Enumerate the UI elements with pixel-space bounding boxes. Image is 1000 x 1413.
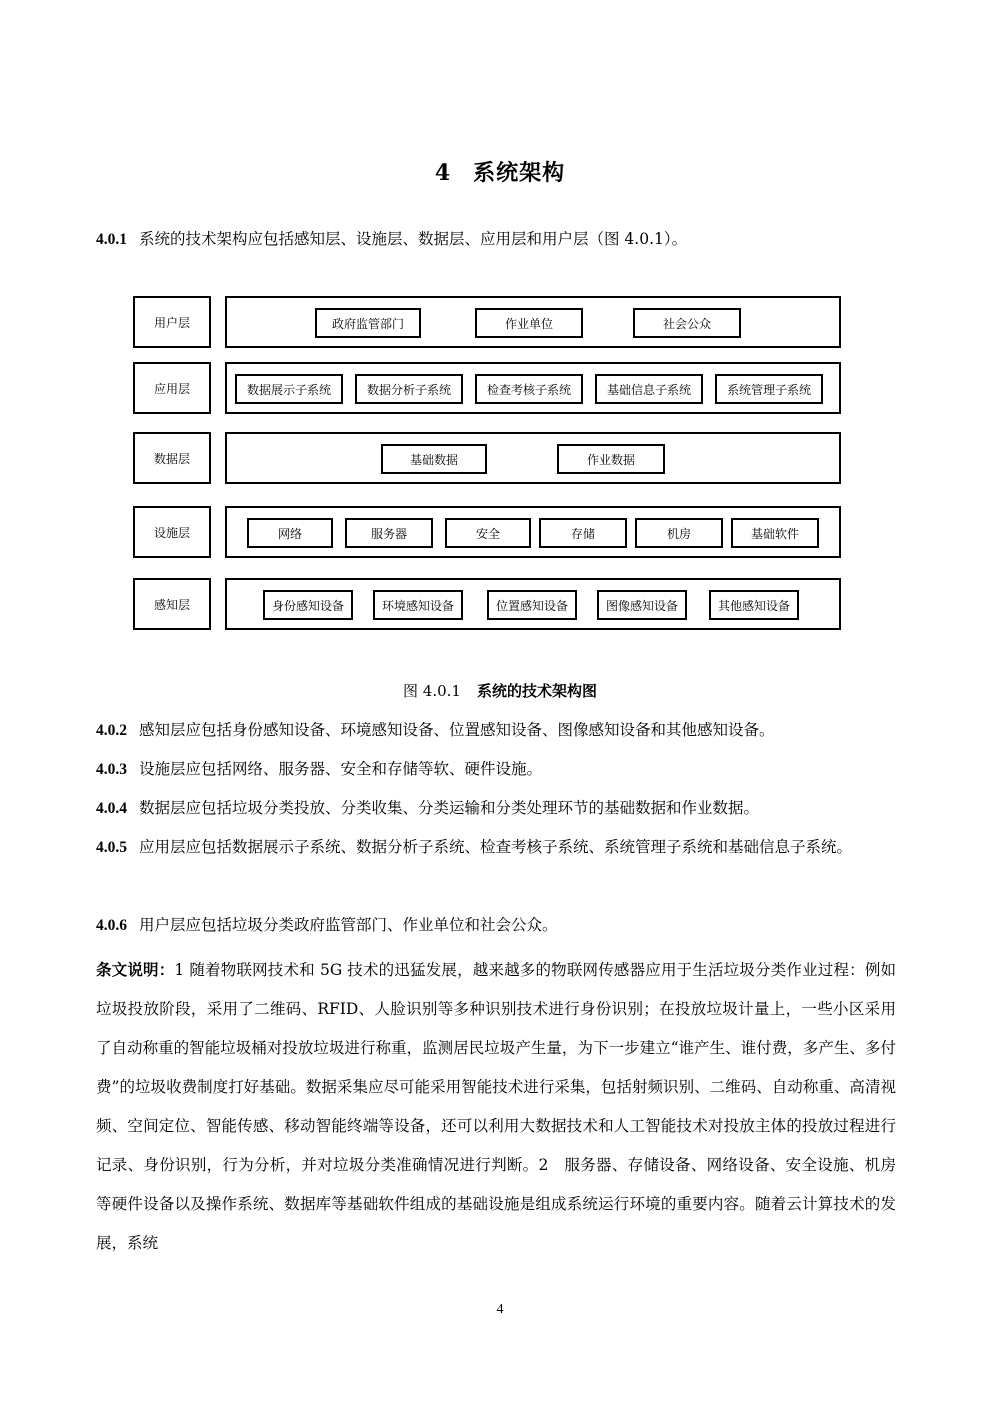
diagram-item: 基础数据 xyxy=(381,444,487,474)
clause-4-0-6 xyxy=(96,906,908,945)
diagram-item: 社会公众 xyxy=(633,308,741,338)
layer-box-app xyxy=(225,362,841,414)
diagram-item: 环境感知设备 xyxy=(373,590,463,620)
explanation-label: 条文说明： xyxy=(96,960,175,979)
clause-text: 系统的技术架构应包括感知层、设施层、数据层、应用层和用户层（图 4.0.1）。 xyxy=(139,230,688,248)
clause-4-0-3 xyxy=(96,750,908,789)
diagram-item: 作业单位 xyxy=(475,308,583,338)
clause-text: 数据层应包括垃圾分类投放、分类收集、分类运输和分类处理环节的基础数据和作业数据。 xyxy=(139,799,760,817)
clause-number: 4.0.5 xyxy=(96,839,127,856)
diagram-item: 基础信息子系统 xyxy=(595,374,703,404)
clause-number: 4.0.4 xyxy=(96,800,127,817)
clause-number: 4.0.6 xyxy=(96,917,127,934)
explanation-text: 1 随着物联网技术和 5G 技术的迅猛发展，越来越多的物联网传感器应用于生活垃圾分类作业过程：例如垃圾投放阶段，采用了二维码、RFID、人脸识别等多种识别技术进行身份识别；在投放垃圾计量上，一些小区采用了自动称重的智能垃圾桶对投放垃圾进行称重，监测居民垃圾产生量，为下一步建立“谁产生、谁付费，多产生、多付费”的垃圾收费制度打好基础。数据采集应尽可能采用智能技术进行采集，包括射频识别、二维码、自动称重、高清视频、空间定位、智能传感、移动智能终端等设备，还可以利用大数据技术和人工智能技术对投放主体的投放过程进行记录、身份识别，行为分析，并对垃圾分类准确情况进行判断。2 服务器、存储设备、网络设备、安全设施、机房等硬件设备以及操作系统、数据库等基础软件组成的基础设施是组成系统运行环境的重要内容。随着云计算技术的发展，系统 xyxy=(96,961,896,1252)
diagram-item: 安全 xyxy=(445,518,531,548)
clause-explanation xyxy=(96,950,896,1263)
architecture-diagram xyxy=(133,294,843,636)
diagram-item: 系统管理子系统 xyxy=(715,374,823,404)
clause-4-0-2 xyxy=(96,711,908,750)
clause-text: 应用层应包括数据展示子系统、数据分析子系统、检查考核子系统、系统管理子系统和基础信息子系统。 xyxy=(139,838,853,856)
figure-caption xyxy=(0,680,1000,701)
layer-box-user xyxy=(225,296,841,348)
chapter-number: 4 xyxy=(434,160,452,186)
clause-4-0-4 xyxy=(96,789,908,828)
layer-label-app: 应用层 xyxy=(133,362,211,414)
layer-box-sensing xyxy=(225,578,841,630)
layer-label-data: 数据层 xyxy=(133,432,211,484)
diagram-item: 数据展示子系统 xyxy=(235,374,343,404)
figure-title: 系统的技术架构图 xyxy=(476,682,597,700)
diagram-item: 机房 xyxy=(635,518,723,548)
diagram-item: 服务器 xyxy=(345,518,433,548)
page-number: 4 xyxy=(496,1302,504,1317)
clause-text: 感知层应包括身份感知设备、环境感知设备、位置感知设备、图像感知设备和其他感知设备。 xyxy=(139,721,775,739)
clause-number: 4.0.1 xyxy=(96,231,127,248)
diagram-item: 数据分析子系统 xyxy=(355,374,463,404)
diagram-item: 存储 xyxy=(539,518,627,548)
chapter-title xyxy=(0,156,1000,187)
layer-label-facility: 设施层 xyxy=(133,506,211,558)
diagram-item: 政府监管部门 xyxy=(315,308,421,338)
clause-text: 设施层应包括网络、服务器、安全和存储等软、硬件设施。 xyxy=(139,760,543,778)
clause-number: 4.0.3 xyxy=(96,761,127,778)
layer-label-user: 用户层 xyxy=(133,296,211,348)
diagram-item: 检查考核子系统 xyxy=(475,374,583,404)
chapter-heading: 系统架构 xyxy=(473,160,566,186)
diagram-item: 身份感知设备 xyxy=(263,590,353,620)
clause-4-0-5 xyxy=(96,828,908,867)
diagram-item: 作业数据 xyxy=(557,444,665,474)
diagram-item: 网络 xyxy=(247,518,333,548)
diagram-item: 图像感知设备 xyxy=(597,590,687,620)
diagram-item: 基础软件 xyxy=(731,518,819,548)
diagram-item: 其他感知设备 xyxy=(709,590,799,620)
clause-4-0-1 xyxy=(96,220,908,259)
diagram-item: 位置感知设备 xyxy=(487,590,577,620)
clause-number: 4.0.2 xyxy=(96,722,127,739)
figure-number: 图 4.0.1 xyxy=(403,682,461,700)
layer-label-sensing: 感知层 xyxy=(133,578,211,630)
layer-box-facility xyxy=(225,506,841,558)
clause-text: 用户层应包括垃圾分类政府监管部门、作业单位和社会公众。 xyxy=(139,916,558,934)
layer-box-data xyxy=(225,432,841,484)
